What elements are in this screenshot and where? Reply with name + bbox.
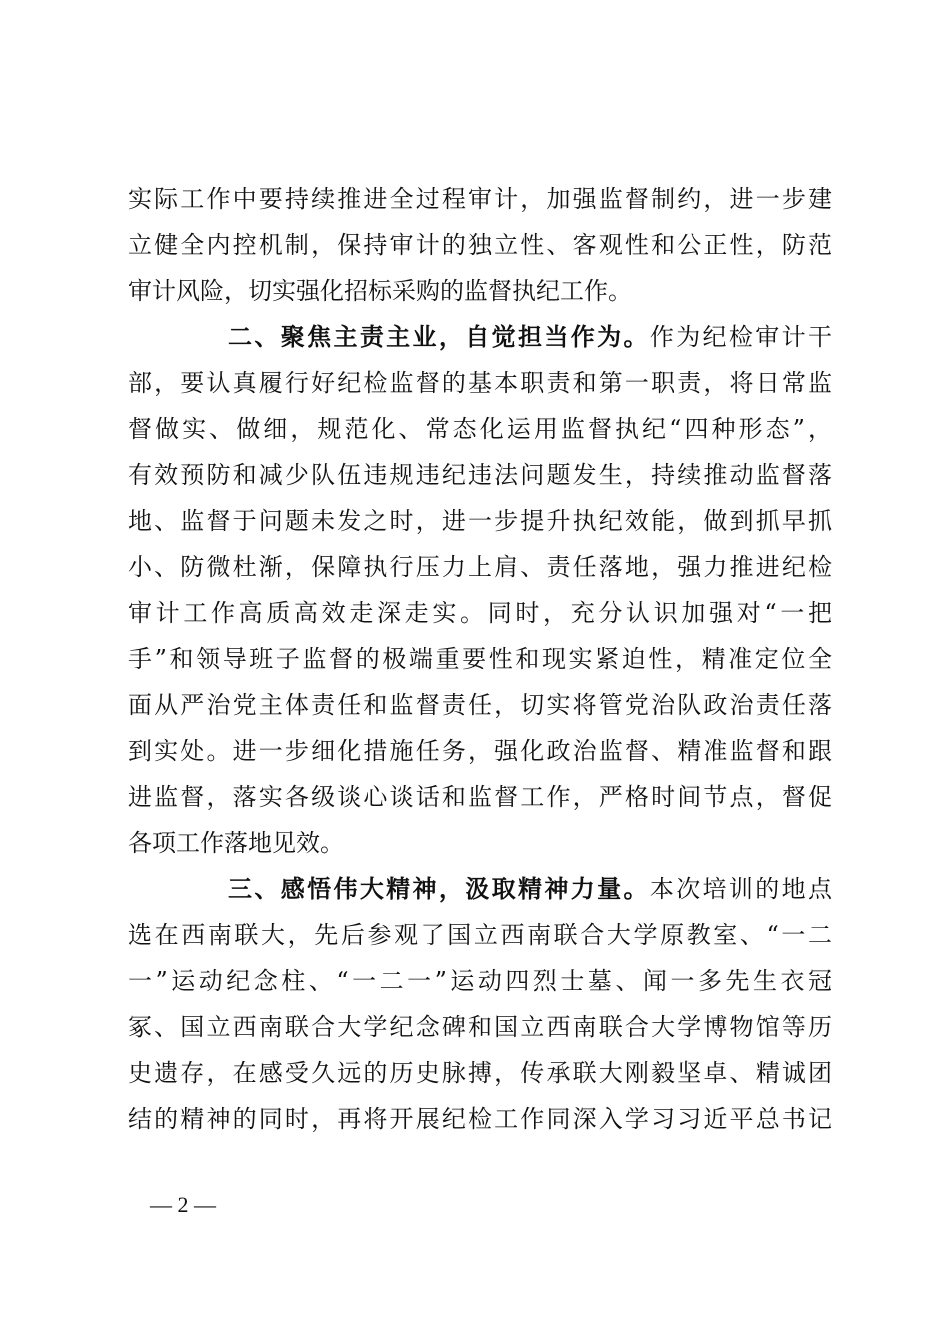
- paragraph-2-line-3: 督做实、做细，规范化、常态化运用监督执纪“四种形态”，: [128, 415, 832, 443]
- section-heading-3: 三、感悟伟大精神，汲取精神力量。: [228, 874, 650, 903]
- paragraph-2-line-6: 小、防微杜渐，保障执行压力上肩、责任落地，强力推进纪检: [128, 553, 832, 581]
- section-heading-2: 二、聚焦主责主业，自觉担当作为。: [228, 322, 650, 351]
- paragraph-2-line-12: 各项工作落地见效。: [128, 829, 344, 857]
- paragraph-3-line-6: 结的精神的同时，再将开展纪检工作同深入学习习近平总书记: [128, 1105, 832, 1133]
- paragraph-3-line-3: 一”运动纪念柱、“一二一”运动四烈士墓、闻一多先生衣冠: [128, 967, 832, 995]
- paragraph-2-line-11: 进监督，落实各级谈心谈话和监督工作，严格时间节点，督促: [128, 783, 832, 811]
- paragraph-2-line-8: 手”和领导班子监督的极端重要性和现实紧迫性，精准定位全: [128, 645, 832, 673]
- body-text: [128, 176, 832, 1142]
- paragraph-2-line-1: [128, 314, 832, 360]
- paragraph-1-line-3: 审计风险，切实强化招标采购的监督执纪工作。: [128, 277, 632, 305]
- paragraph-3-first-line-text: 本次培训的地点: [649, 875, 833, 903]
- paragraph-3-line-4: 冢、国立西南联合大学纪念碑和国立西南联合大学博物馆等历: [128, 1013, 832, 1041]
- paragraph-1-line-2: 立健全内控机制，保持审计的独立性、客观性和公正性，防范: [128, 231, 832, 259]
- paragraph-3-line-2: 选在西南联大，先后参观了国立西南联合大学原教室、“一二: [128, 921, 832, 949]
- paragraph-2-line-9: 面从严治党主体责任和监督责任，切实将管党治队政治责任落: [128, 691, 832, 719]
- paragraph-2-first-line-text: 作为纪检审计干: [649, 323, 833, 351]
- paragraph-2-line-5: 地、监督于问题未发之时，进一步提升执纪效能，做到抓早抓: [128, 507, 832, 535]
- paragraph-2-line-10: 到实处。进一步细化措施任务，强化政治监督、精准监督和跟: [128, 737, 832, 765]
- paragraph-1-line-1: 实际工作中要持续推进全过程审计，加强监督制约，进一步建: [128, 185, 832, 213]
- paragraph-2-line-7: 审计工作高质高效走深走实。同时，充分认识加强对“一把: [128, 599, 832, 627]
- paragraph-2-line-2: 部，要认真履行好纪检监督的基本职责和第一职责，将日常监: [128, 369, 832, 397]
- paragraph-3-line-5: 史遗存，在感受久远的历史脉搏，传承联大刚毅坚卓、精诚团: [128, 1059, 832, 1087]
- page-number: — 2 —: [150, 1192, 216, 1217]
- paragraph-3-line-1: [128, 866, 832, 912]
- paragraph-2-line-4: 有效预防和减少队伍违规违纪违法问题发生，持续推动监督落: [128, 461, 832, 489]
